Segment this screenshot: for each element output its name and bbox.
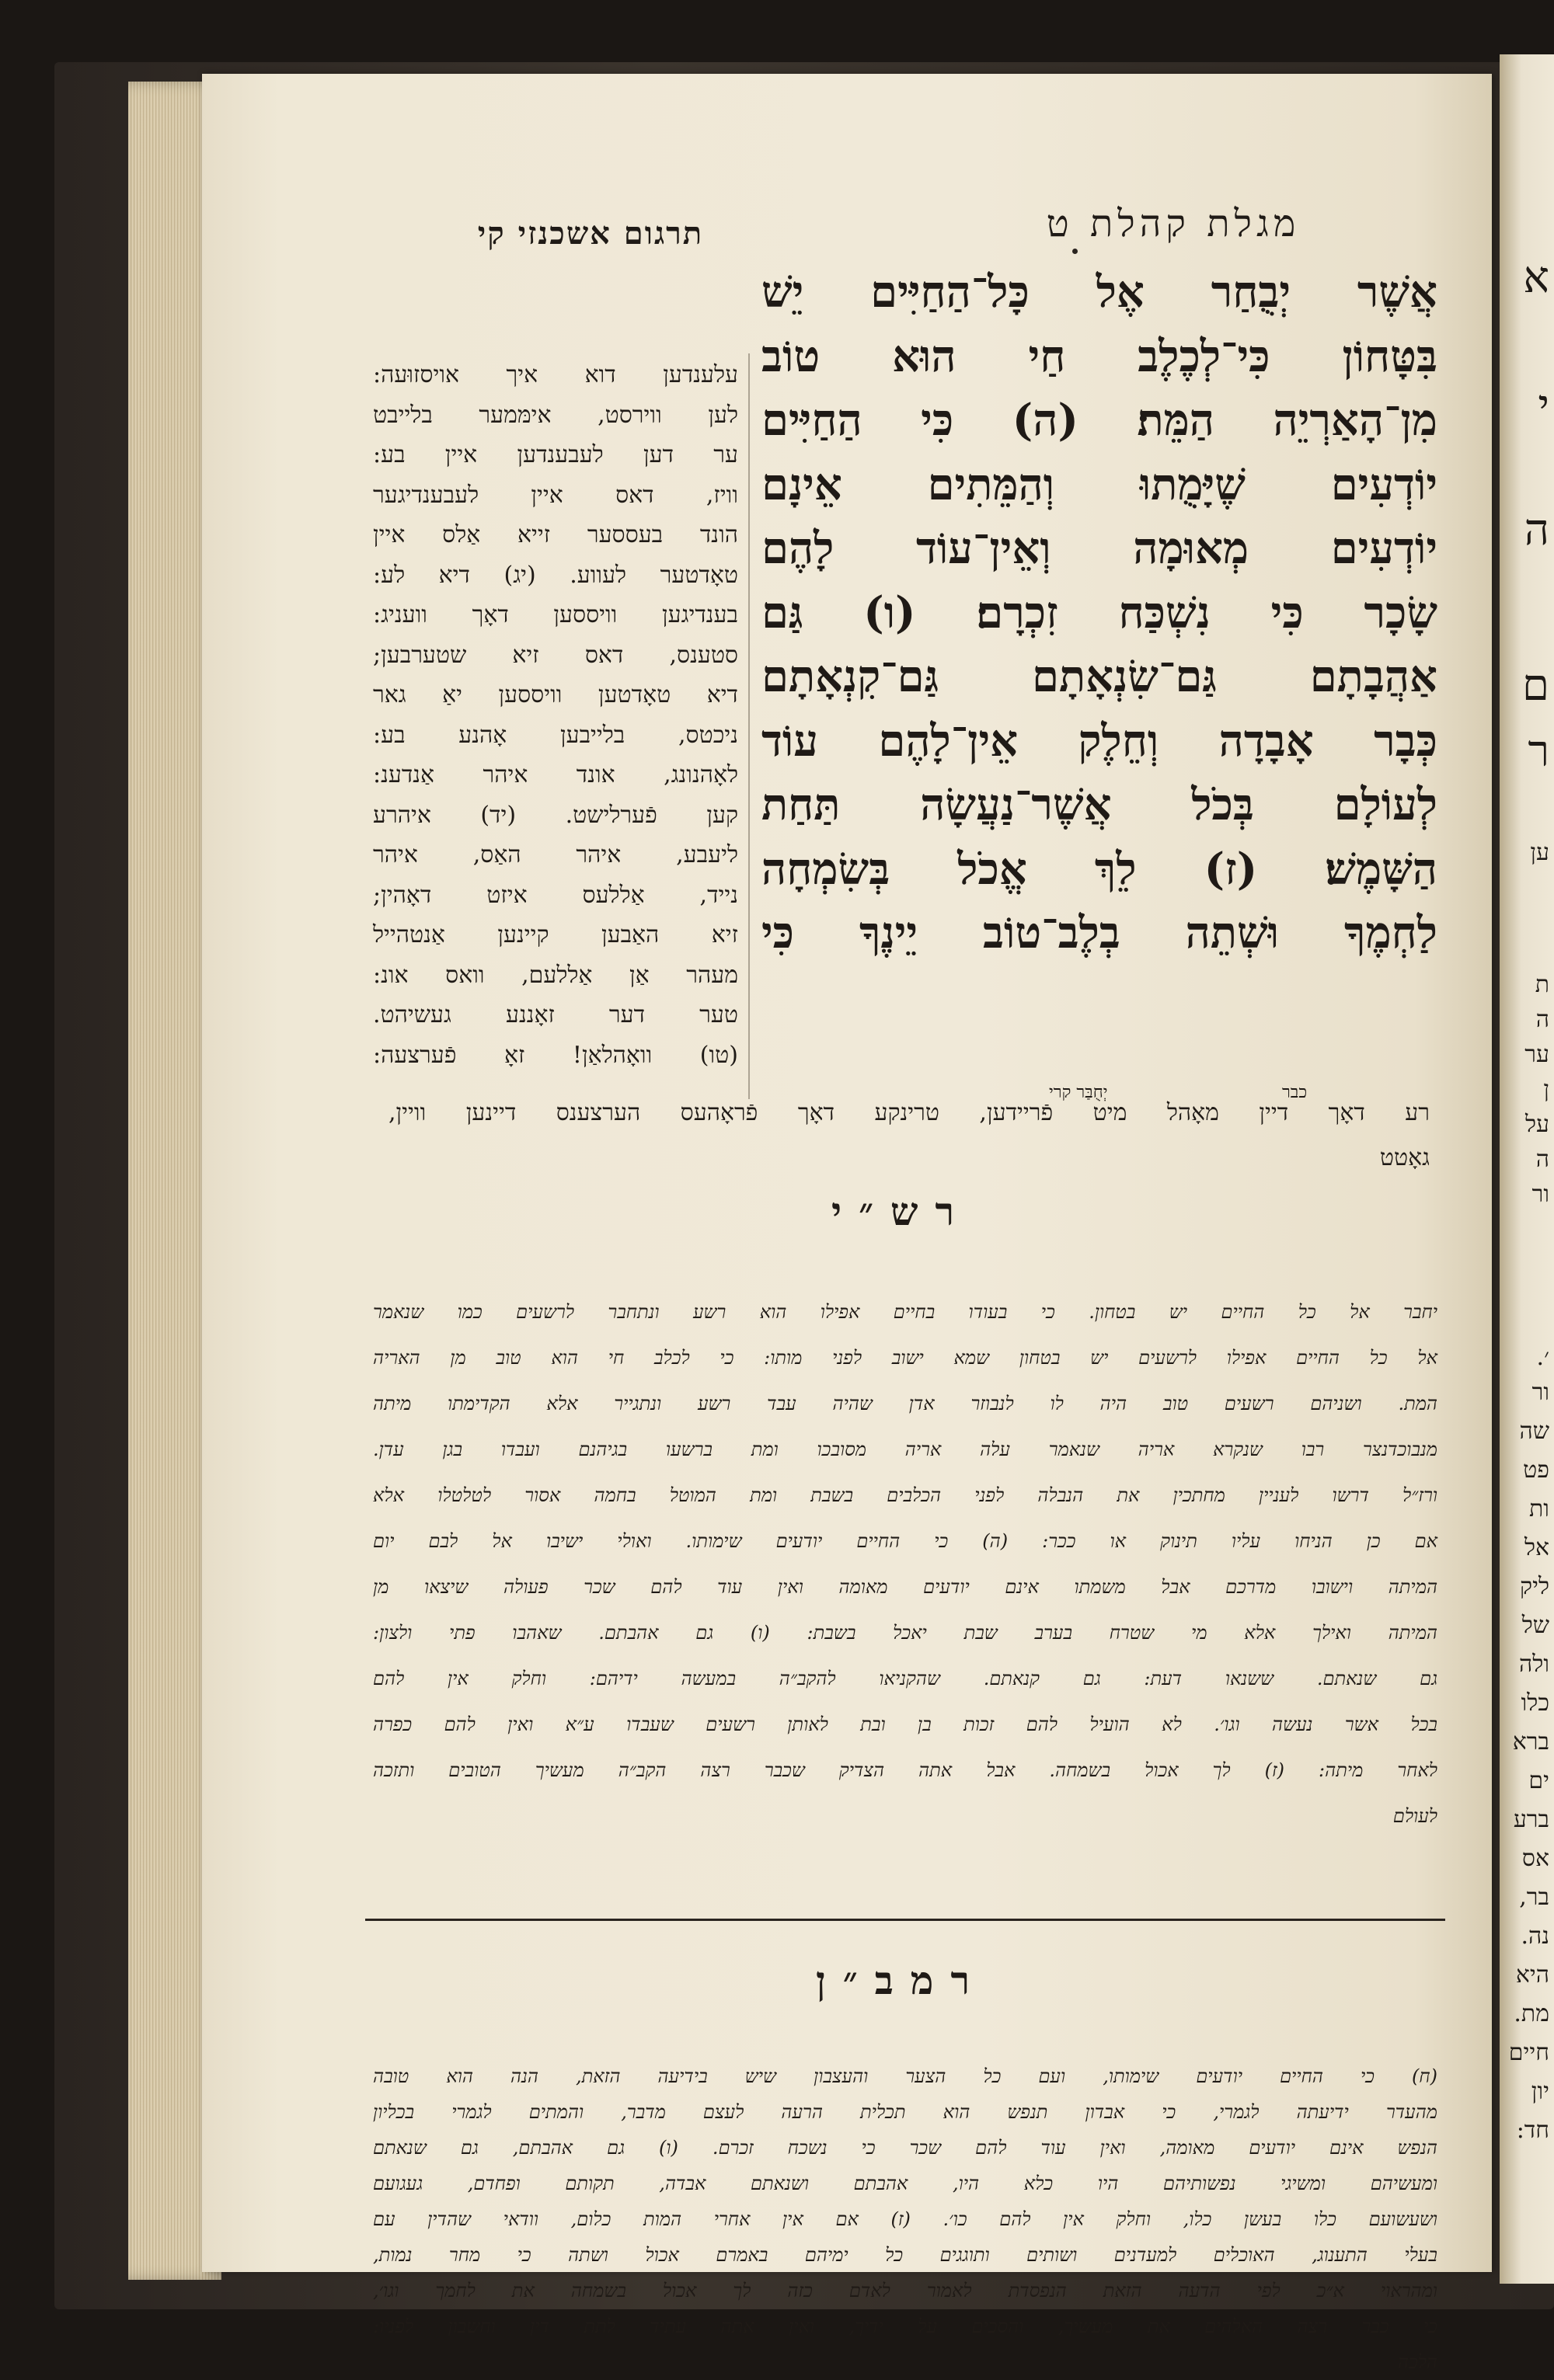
translation-line: לען ווירסט, אימּמער בלייבט [373, 401, 738, 429]
main-text-line: אֲשֶׁר יְבֻחַר אֶל כָּל־הַחַיִּים יֵשׁ [761, 266, 1437, 318]
rashi-title: רש״י [831, 1188, 972, 1234]
next-page-fragment: נה. [1521, 1922, 1549, 1950]
ramban-line: מהעדר ידיעתה לגמרי, כי אבדון תנפש הוא תכלית הרעה לעצם מדבר, והמתים לגמרי בכליון [373, 2101, 1437, 2123]
translation-line: זיא האַבען קיינען אַנטהייל [373, 921, 738, 948]
main-text-line: שָׂכָר כִּי נִשְׁכַּח זִכְרָם׃ (ו) גַּם [761, 586, 1437, 638]
next-page-fragment: חד: [1516, 2117, 1549, 2144]
column-divider [748, 353, 750, 1099]
ramban-line: ומעשיהם ומשיגי נפשותיהם היו כלא היו, אהבתם ושנאתם אבדה, תקותם ופחדם, געגועם [373, 2173, 1437, 2194]
translation-line: (טו) וואָהלאַן! זאָ פֿערצעה: [373, 1041, 738, 1069]
next-page-fragment: ען [1530, 839, 1549, 866]
translation-line: עלענדען דוא איך אויסזוּעה: [373, 361, 738, 388]
translation-line: לאָהנונג, אונד איהר אַנדענ: [373, 761, 738, 788]
header-book-title: מגלת קהלת ט [1046, 202, 1301, 245]
next-page-fragment: פט [1523, 1456, 1549, 1484]
main-text-line: מִן־הָאַרְיֵה הַמֵּת׃ (ה) כִּי הַחַיִּים [761, 395, 1437, 446]
next-page-fragment: ם [1522, 660, 1549, 711]
next-page-fragment: אל [1524, 1534, 1549, 1561]
main-text-line: הַשָּׁמֶשׁ׃ (ז) לֵךְ אֱכֹל בְּשִׂמְחָה [761, 843, 1437, 895]
next-page-fragment: על [1524, 1111, 1549, 1138]
main-text-line: לַחְמֶךָ וּשְׁתֵה בְלֶב־טוֹב יֵינֶךָ כִּי [761, 907, 1437, 959]
rashi-line: גם שנאתם. ששנאו דעת: גם קנאתם. שהקניאו להקב״ה במעשה ידיהם: וחלק אין להם [373, 1668, 1437, 1689]
ramban-line: ושעשועם כלו בעשן כלו, וחלק אין להם כו׳. (ז) אם אין אחרי המות כלום, וודאי שהדין עם [373, 2208, 1437, 2230]
next-page-fragment: ברע [1513, 1806, 1549, 1833]
translation-line: בענדיגען וויססען דאָך וועניג: [373, 601, 738, 628]
main-text-line: יוֹדְעִים מְאוּמָה וְאֵין־עוֹד לָהֶם [761, 523, 1437, 574]
translation-line: וויז, דאס איין לעבענדיגער [373, 481, 738, 509]
next-page-fragment: ולה [1519, 1651, 1549, 1678]
next-page-fragment: ה [1535, 1006, 1549, 1033]
rashi-line: המיתה ואילך אלא מי שטרח בערב שבת יאכל בשבת: (ו) גם אהבתם. שאהבו פתי ולצון: [373, 1622, 1437, 1644]
next-page-fragment: ת [1535, 971, 1549, 998]
ramban-commentary [373, 2058, 1437, 2380]
translation-line: טאָדטער לעווע. (יג) דיא לע: [373, 561, 738, 589]
translation-line: הונד בעססער זייא אַלס איין [373, 521, 738, 548]
rashi-line: יחבר אל כל החיים יש בטחון. כי בעודו בחיים אפילו הוא רשע ונתחבר לרשעים כמו שנאמר [373, 1301, 1437, 1323]
book-page [202, 74, 1492, 2373]
rashi-line: ורז״ל דרשו לעניין מחתכין את הנבלה לפני הכלבים בשבת ומת המוטל בחמה אסור לטלטלו אלא [373, 1484, 1438, 1506]
translation-line: ליעבע, איהר האַס, איהר [373, 841, 738, 868]
translation-continuation: רע דאָך דיין מאָהל מיט פֿריידען, טרינקע דאָך פֿראָהעס הערצענס דיינען וויין, [388, 1099, 1430, 1126]
rashi-line: בכל אשר נעשה וגו׳. לא הועיל להם זכות בן ובת לאותן רשעים שעבדו ע״א ואין להם כפרה [373, 1714, 1437, 1735]
catchword-ketiv: כבר [1282, 1083, 1308, 1102]
rashi-line: המיתה וישובו מדרכם אבל משמתו אינם יודעים מאומה ואין עוד להם שכר פעולה שיצאו מן [373, 1576, 1437, 1598]
main-text-line: כְּבָר אָבָדָה וְחֵלֶק אֵין־לָהֶם עוֹד [761, 715, 1437, 767]
translation-column [373, 355, 738, 1075]
ramban-line: בעלי התענוג, האוכלים למעדנים ושותים ותוגגים כל ימיהם באמרם אכול ושתה כי מחר נמות, [373, 2244, 1437, 2266]
ramban-line: ומהראוי א״כ לפי הדעה הזאת הנפסדת לאמור לאדם כזה לך אכול בשמחה את לחמך וגו׳, [373, 2280, 1437, 2302]
ramban-line: הלכה [1397, 2351, 1437, 2373]
rashi-commentary [373, 1289, 1437, 1839]
catchword-qere: יְחֻבַּר קרי [1049, 1083, 1108, 1102]
translation-line: סטענס, דאס זיא שטערבען; [373, 641, 738, 669]
ramban-line: (ח) כי החיים יודעים שימותו, ועם כל הצער והעצבון שיש בידיעה הזאת, הנה הוא טובה [373, 2065, 1437, 2087]
translation-line: מעהר אַן אַללעם, וואס אונ: [373, 961, 738, 989]
next-page-fragment: ור [1531, 1181, 1549, 1208]
next-page-fragment: בר, [1519, 1884, 1549, 1911]
next-page-fragment: ן [1543, 1076, 1549, 1103]
next-page-fragment: יון [1531, 2078, 1549, 2105]
translation-line: ניכטס, בלייבען אָהנע בע: [373, 721, 738, 749]
rashi-line: לעולם [1392, 1805, 1437, 1827]
next-page-fragment: אס [1521, 1845, 1549, 1872]
translation-line: קען פֿערלישט. (יד) איהרע [373, 801, 738, 829]
translation-line: דיא טאָדטען וויססען יאַ גאר [373, 681, 738, 708]
main-biblical-text [761, 260, 1437, 966]
next-page-fragment: ר [1528, 726, 1549, 777]
next-page-fragment: חיים [1508, 2039, 1549, 2066]
next-page-fragment: ות [1529, 1495, 1549, 1522]
translation-line: טער דער זאָננע געשיהט. [373, 1001, 738, 1028]
translation-line: ער דען לעבענדען איין בע: [373, 441, 738, 468]
translation-end: גאָטט [1379, 1144, 1430, 1171]
next-page-fragment: א [1523, 252, 1549, 303]
rashi-line: המת. ושניהם רשעים טוב היה לו לנבוזר אדן שהיה עבד רשע ונתגייר אלא הקדימתו מיתה [373, 1393, 1437, 1414]
ink-dot [1072, 249, 1078, 254]
main-text-line: יוֹדְעִים שֶׁיָּמֻתוּ וְהַמֵּתִים אֵינָם [761, 458, 1437, 510]
rashi-line: אל כל החיים אפילו לרשעים יש בטחון שמא ישוב לפני מותו: כי לכלב חי הוא טוב מן האריה [373, 1347, 1437, 1369]
ramban-title: רמב״ן [815, 1957, 988, 2003]
next-page-fragment: של [1521, 1612, 1549, 1639]
next-page-fragment: ה [1535, 1146, 1549, 1173]
section-divider [365, 1919, 1445, 1921]
next-page-fragment: ער [1524, 1041, 1549, 1068]
rashi-line: אם כן הניחו עליו תינוק או ככר: (ה) כי החיים יודעים שימותו. ואולי ישיבו אל לבם יום [373, 1530, 1437, 1552]
next-page-fragment: היא [1515, 1961, 1549, 1989]
next-page-fragment: כלו [1521, 1689, 1549, 1717]
ramban-line: כי כבר רצה האלהים את מעשיך, והסכים על ידיך, ואין אתה עתיד לתת דין וחשבון לפניו: [373, 2316, 1437, 2337]
next-page-fragment: ים [1528, 1767, 1549, 1794]
next-page-fragment: שה [1519, 1418, 1549, 1445]
translation-line: נייד, אַללעס איזט דאָהין; [373, 881, 738, 909]
next-page-fragment: ה [1524, 505, 1549, 555]
header-translation-title: תרגום אשכנזי קי [477, 215, 704, 252]
next-page-fragment: ׳. [1536, 1344, 1549, 1371]
adjacent-page-edge [1500, 54, 1554, 2284]
next-page-fragment: י [1538, 381, 1549, 431]
rashi-line: לאחר מיתה: (ז) לך אכול בשמחה. אבל אתה הצדיק שכבר רצה הקב״ה מעשיך הטובים ותזכה [373, 1759, 1437, 1781]
main-text-line: אַהֲבָתָם גַּם־שִׂנְאָתָם גַּם־קִנְאָתָם [761, 651, 1437, 702]
rashi-line: מנבוכדנצר רבו שנקרא אריה שנאמר עלה אריה מסובכו ומת ברשעו בגיהנם ועבדו בגן עדן. [373, 1439, 1437, 1460]
next-page-fragment: מת. [1514, 2000, 1549, 2027]
next-page-fragment: ור [1531, 1379, 1549, 1406]
main-text-line: בִּטָּחוֹן כִּי־לְכֶלֶב חַי הוּא טוֹב [761, 330, 1437, 382]
main-text-line: לְעוֹלָם בְּכֹל אֲשֶׁר־נַעֲשָׂה תַּחַת [761, 779, 1437, 830]
next-page-fragment: ליק [1520, 1573, 1549, 1600]
ramban-line: הנפש אינם יודעים מאומה, ואין עוד להם שכר כי נשכח זכרם. (ו) גם אהבתם, גם שנאתם [373, 2137, 1437, 2159]
next-page-fragment: ברא [1512, 1728, 1549, 1755]
